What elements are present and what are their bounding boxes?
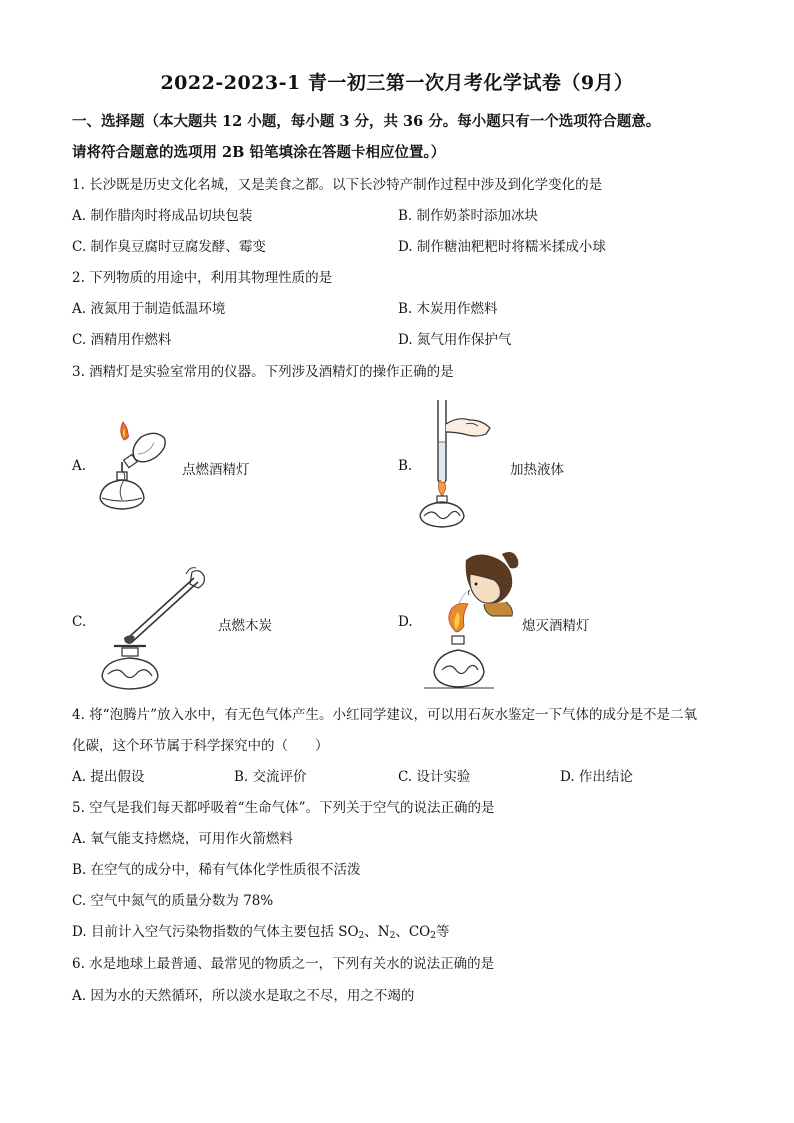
q2-option-b: B. 木炭用作燃料 [398, 301, 498, 317]
q5-option-a: A. 氧气能支持燃烧，可用作火箭燃料 [72, 831, 293, 847]
section-heading-line1: 一、选择题（本大题共 12 小题，每小题 3 分，共 36 分。每小题只有一个选项符合题意。 [72, 113, 661, 130]
q2-option-a: A. 液氮用于制造低温环境 [72, 301, 226, 317]
heating-test-tube-figure [412, 398, 512, 530]
q1-option-d: D. 制作糖油粑粑时将糯米揉成小球 [398, 239, 606, 255]
q1-option-a: A. 制作腊肉时将成品切块包装 [72, 208, 253, 224]
section-heading-line2: 请将符合题意的选项用 2B 铅笔填涂在答题卡相应位置。） [72, 144, 446, 161]
q2-option-d: D. 氮气用作保护气 [398, 332, 512, 348]
blowing-out-lamp-figure [422, 550, 522, 692]
page-title: 2022-2023-1 青一初三第一次月考化学试卷（9月） [160, 72, 634, 94]
q2-stem: 2. 下列物质的用途中，利用其物理性质的是 [72, 270, 333, 286]
q5-option-d [72, 920, 449, 941]
q6-option-a: A. 因为水的天然循环，所以淡水是取之不尽，用之不竭的 [72, 988, 415, 1004]
q4-stem-line2: 化碳，这个环节属于科学探究中的（ ） [72, 738, 329, 754]
lamp-lit-by-lamp-figure [92, 420, 182, 515]
q4-option-b: B. 交流评价 [234, 769, 307, 785]
q5-d-text-4: 等 [435, 924, 450, 940]
q2-option-c: C. 酒精用作燃料 [72, 332, 172, 348]
q5-d-sub-2: 2 [389, 931, 396, 941]
q4-option-a: A. 提出假设 [72, 769, 145, 785]
q5-d-sub-3: 2 [430, 931, 436, 941]
q1-stem: 1. 长沙既是历史文化名城，又是美食之都。以下长沙特产制作过程中涉及到化学变化的是 [72, 177, 603, 193]
q5-d-text-3: 、CO [395, 924, 431, 940]
q5-d-sub-1: 2 [358, 931, 365, 941]
q1-option-c: C. 制作臭豆腐时豆腐发酵、霉变 [72, 239, 266, 255]
q5-d-text-2: 、N [364, 924, 390, 940]
q3-a-letter: A. [72, 458, 87, 474]
q3-c-label: 点燃木炭 [218, 618, 272, 634]
q3-d-letter: D. [398, 614, 413, 630]
q3-stem: 3. 酒精灯是实验室常用的仪器。下列涉及酒精灯的操作正确的是 [72, 364, 454, 380]
q3-d-label: 熄灭酒精灯 [522, 618, 590, 634]
q1-option-b: B. 制作奶茶时添加冰块 [398, 208, 539, 224]
q3-c-letter: C. [72, 614, 87, 630]
q5-d-text-1: D. 目前计入空气污染物指数的气体主要包括 SO [72, 924, 359, 940]
q5-option-c: C. 空气中氮气的质量分数为 78% [72, 893, 274, 909]
q5-option-b: B. 在空气的成分中，稀有气体化学性质很不活泼 [72, 862, 361, 878]
igniting-charcoal-figure [92, 562, 210, 692]
q6-stem: 6. 水是地球上最普通、最常见的物质之一，下列有关水的说法正确的是 [72, 956, 495, 972]
q4-stem-line1: 4. 将“泡腾片”放入水中，有无色气体产生。小红同学建议，可以用石灰水鉴定一下气体的成分是不是二氧 [72, 707, 697, 723]
q4-option-d: D. 作出结论 [560, 769, 633, 785]
q3-b-label: 加热液体 [510, 462, 564, 478]
q5-stem: 5. 空气是我们每天都呼吸着“生命气体”。下列关于空气的说法正确的是 [72, 800, 495, 816]
q3-b-letter: B. [398, 458, 413, 474]
q3-a-label: 点燃酒精灯 [182, 462, 250, 478]
q4-option-c: C. 设计实验 [398, 769, 471, 785]
